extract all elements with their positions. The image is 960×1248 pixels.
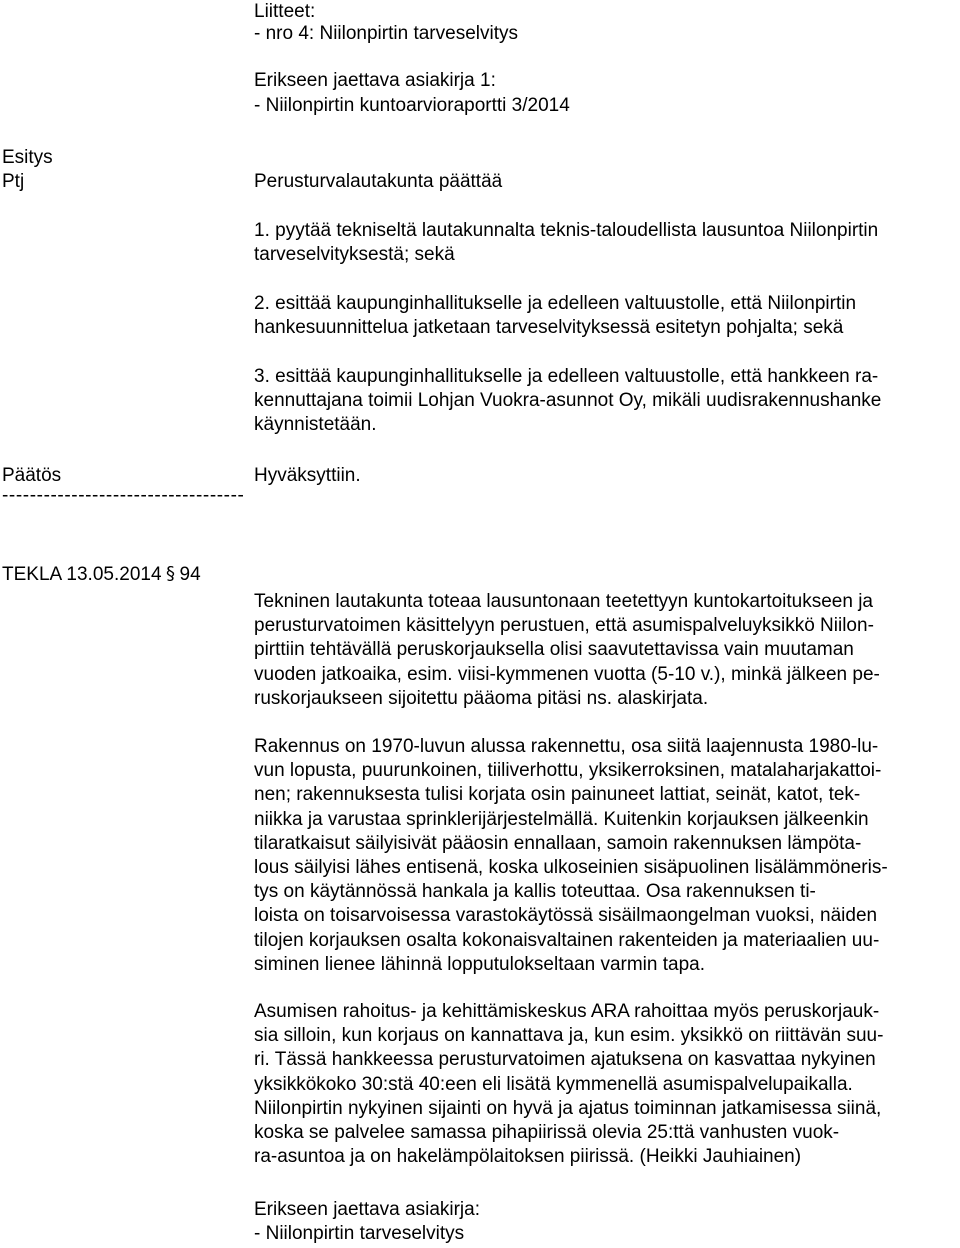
tekla-paragraph-1: [254, 590, 954, 711]
text-line: yksikkökoko 30:stä 40:een eli lisätä kymmenellä asumispalvelupaikalla.: [254, 1073, 853, 1095]
svg-text:§: §: [165, 563, 175, 583]
text-line: 2. esittää kaupunginhallitukselle ja edelleen valtuustolle, että Niilonpirtin: [254, 293, 857, 314]
text-line: niikka ja varustaa sprinklerijärjestelmällä. Kuitenkin korjauksen jälkeenkin: [254, 808, 869, 830]
text-line: pirttiin tehtävällä peruskorjauksella olisi saavutettavissa vain muutaman: [254, 639, 854, 661]
attachments-heading: Liitteet:: [254, 1, 316, 22]
decision-text: Hyväksyttiin.: [254, 465, 361, 486]
section-number: 94: [179, 564, 201, 585]
decision-label: Päätös: [2, 465, 62, 486]
section-sign-icon: [166, 563, 176, 583]
text-line: kennuttajana toimii Lohjan Vuokra-asunnot Oy, mikäli uudisrakennushanke: [254, 390, 882, 412]
text-line: vuoden jatkoaika, esim. viisi-kymmenen vuotta (5-10 v.), minkä jälkeen pe-: [254, 663, 880, 685]
text-line: ri. Tässä hankkeessa perusturvatoimen ajatuksena on kasvattaa nykyinen: [254, 1049, 876, 1071]
text-line: 3. esittää kaupunginhallitukselle ja edelleen valtuustolle, että hankkeen ra-: [254, 366, 879, 387]
text-line: sia silloin, kun korjaus on kannattava ja, kun esim. yksikkö on riittävän suu-: [254, 1025, 884, 1047]
text-line: Tekninen lautakunta toteaa lausuntonaan teetettyyn kuntokartoitukseen ja: [254, 591, 873, 612]
proposal-item-3: [254, 365, 954, 438]
tekla-paragraph-2: [254, 735, 954, 977]
attachment-item: - nro 4: Niilonpirtin tarveselvitys: [254, 23, 518, 44]
text-line: Rakennus on 1970-luvun alussa rakennettu, osa siitä laajennusta 1980-lu-: [254, 736, 879, 757]
separate-attachment-heading: Erikseen jaettava asiakirja 1:: [254, 70, 496, 91]
text-line: ruskorjaukseen sijoitettu pääoma pitäsi ns. alaskirjata.: [254, 687, 709, 709]
separate-attachment-item: - Niilonpirtin kuntoarvioraportti 3/2014: [254, 95, 570, 116]
tekla-separate-item: - Niilonpirtin tarveselvitys: [254, 1223, 465, 1244]
text-line: lous säilyisi lähes entisenä, koska ulkoseinien sisäpuolinen lisälämmöneris-: [254, 857, 888, 879]
proposal-item-1: [254, 219, 954, 267]
proposal-intro: Perusturvalautakunta päättää: [254, 171, 503, 192]
tekla-reference: [2, 563, 201, 587]
text-line: hankesuunnittelua jatketaan tarveselvityksessä esitetyn pohjalta; sekä: [254, 317, 844, 339]
proposal-sublabel: Ptj: [2, 171, 25, 192]
text-line: loista on toisarvoisessa varastokäytössä sisäilmaongelman vuoksi, näiden: [254, 905, 878, 927]
text-line: tilojen korjauksen osalta kokonaisvaltainen rakenteiden ja materiaalien uu-: [254, 929, 880, 951]
text-line: siminen lienee lähinnä lopputulokseltaan varmin tapa.: [254, 953, 706, 975]
separator-line: -----------------------------------: [2, 485, 245, 506]
text-line: nen; rakennuksesta tulisi korjata osin painuneet lattiat, seinät, katot, tek-: [254, 784, 861, 806]
text-line: Niilonpirtin nykyinen sijainti on hyvä ja ajatus toiminnan jatkamisessa siinä,: [254, 1097, 882, 1119]
text-line: Asumisen rahoitus- ja kehittämiskeskus ARA rahoittaa myös peruskorjauk-: [254, 1001, 880, 1022]
text-line: tarveselvityksestä; sekä: [254, 244, 455, 266]
text-line: tys on käytännössä hankala ja kallis toteuttaa. Osa rakennuksen ti-: [254, 881, 816, 903]
text-line: käynnistetään.: [254, 414, 377, 436]
text-line: perusturvatoimen käsittelyyn perustuen, että asumispalveluyksikkö Niilon-: [254, 615, 874, 637]
tekla-ref: TEKLA 13.05.2014: [2, 564, 162, 585]
text-line: vun lopusta, puurunkoinen, tiiliverhottu, yksikerroksinen, matalaharjakattoi-: [254, 760, 882, 782]
proposal-item-2: [254, 292, 954, 340]
text-line: ra-asuntoa ja on hakelämpölaitoksen piirissä. (Heikki Jauhiainen): [254, 1146, 802, 1168]
tekla-paragraph-3: [254, 1000, 954, 1169]
proposal-label: Esitys: [2, 147, 53, 168]
text-line: tilaratkaisut säilyisivät pääosin ennallaan, samoin rakennuksen lämpöta-: [254, 832, 862, 854]
tekla-separate-heading: Erikseen jaettava asiakirja:: [254, 1199, 480, 1220]
text-line: koska se palvelee samassa pihapiirissä olevia 25:ttä vanhusten vuok-: [254, 1122, 840, 1144]
text-line: 1. pyytää tekniseltä lautakunnalta teknis-taloudellista lausuntoa Niilonpirtin: [254, 220, 879, 241]
